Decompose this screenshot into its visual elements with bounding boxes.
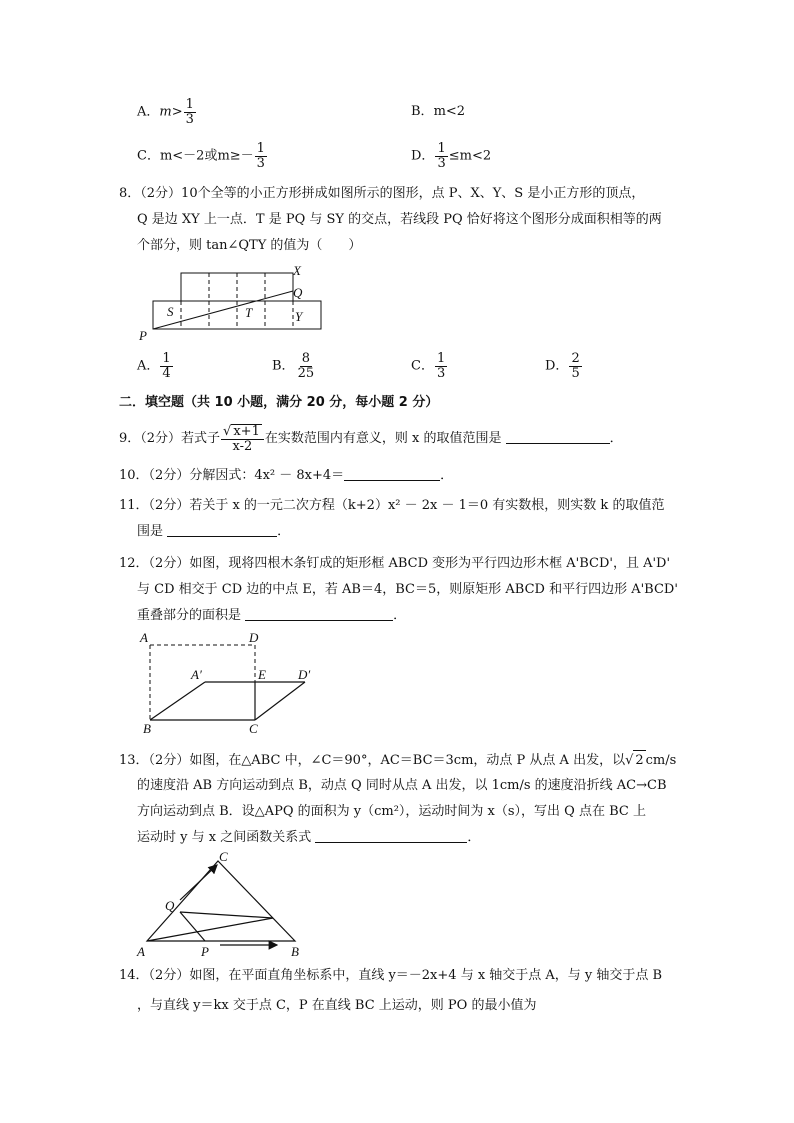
- q12-label-d: D: [249, 630, 259, 645]
- q13-line4: 运动时 y 与 x 之间函数关系式 ．: [137, 830, 481, 845]
- q11-line2: 围是 ．: [137, 524, 291, 539]
- q7-option-b: B．m<2: [411, 104, 466, 119]
- q8-stem-line1: 8．（2分）10个全等的小正方形拼成如图所示的图形，点 P、X、Y、S 是小正方形的顶点，: [119, 186, 645, 201]
- q12-line3: 重叠部分的面积是 ．: [137, 608, 407, 623]
- q8-label-t: T: [245, 305, 253, 320]
- q12-label-a: A: [140, 630, 148, 645]
- q12-figure: [135, 628, 335, 738]
- q8-label-y: Y: [295, 309, 303, 324]
- q13-label-p: P: [201, 944, 209, 959]
- q13-segment-q: [180, 912, 273, 918]
- q14-line1: 14．（2分）如图，在平面直角坐标系中，直线 y＝－2x+4 与 x 轴交于点 A，与 y 轴交于点 B: [119, 968, 663, 983]
- q13-label-b: B: [291, 944, 299, 959]
- q7-option-d: D． $\frac{1}{3}$ ≤m<2: [411, 141, 492, 171]
- q8-option-b: B． $\frac{8}{25}$: [272, 351, 315, 381]
- q14-line2: ，与直线 y＝kx 交于点 C，P 在直线 BC 上运动，则 PO 的最小值为: [137, 998, 537, 1013]
- q9-answer-blank[interactable]: [506, 431, 610, 444]
- q12-label-d1: D′: [298, 667, 311, 682]
- q7-option-a: A．m> $\frac{1}{3}$: [137, 97, 194, 127]
- q12-label-c: C: [249, 721, 258, 736]
- q13-figure: [135, 848, 325, 963]
- q10: 10．（2分）分解因式：4x² － 8x+4＝ ．: [119, 468, 454, 483]
- q12-label-b: B: [143, 721, 151, 736]
- q8-stem-line3: 个部分，则 tan∠QTY 的值为（ ）: [137, 238, 362, 253]
- q13-answer-blank[interactable]: [315, 830, 467, 843]
- q8-figure: [135, 262, 335, 342]
- q13-line2: 的速度沿 AB 方向运动到点 B，动点 Q 同时从点 A 出发，以 1cm/s 的速度沿折线 AC→CB: [137, 778, 667, 793]
- q8-label-x: X: [293, 263, 301, 278]
- q13-label-q: Q: [165, 898, 175, 913]
- q8-label-s: S: [167, 304, 174, 319]
- q13-line1: 13．（2分）如图，在△ABC 中，∠C＝90°，AC＝BC＝3cm，动点 P 从点 A 出发，以√ 2 cm/s: [119, 750, 676, 771]
- q8-segment-pq: [153, 291, 293, 329]
- q12-answer-blank[interactable]: [245, 608, 393, 621]
- q8-label-q: Q: [293, 285, 303, 300]
- q13-line3: 方向运动到点 B．设△APQ 的面积为 y（cm²），运动时间为 x（s），写出 Q 点在 BC 上: [137, 804, 646, 819]
- q12-line1: 12．（2分）如图，现将四根木条钉成的矩形框 ABCD 变形为平行四边形木框 A'BCD'，且 A'D': [119, 556, 671, 571]
- q13-arrow-ac: [180, 865, 217, 900]
- q7-option-c: C．m<－2或m≥－ $\frac{1}{3}$: [137, 141, 265, 171]
- q12-label-e: E: [258, 667, 266, 682]
- q8-label-p: P: [139, 328, 147, 342]
- q8-stem-line2: Q 是边 XY 上一点．T 是 PQ 与 SY 的交点，若线段 PQ 恰好将这个图形分成面积相等的两: [137, 212, 662, 227]
- q8-option-d: D． $\frac{2}{5}$: [545, 351, 580, 381]
- q12-label-a1: A′: [191, 667, 202, 682]
- q12-line2: 与 CD 相交于 CD 边的中点 E，若 AB＝4，BC＝5，则原矩形 ABCD 和平行四边形 A'BCD': [137, 582, 678, 597]
- q9: 9．（2分）若式子 $\frac{√ x+1}{x-2}$ 在实数范围内有意义，则 x 的取值范围是 ．: [119, 424, 623, 454]
- q13-label-c: C: [219, 849, 228, 864]
- q13-label-a: A: [137, 944, 145, 959]
- q10-answer-blank[interactable]: [344, 468, 440, 481]
- q8-option-a: A． $\frac{1}{4}$: [137, 351, 171, 381]
- q11-line1: 11．（2分）若关于 x 的一元二次方程（k+2）x² － 2x － 1＝0 有实数根，则实数 k 的取值范: [119, 498, 665, 513]
- q11-answer-blank[interactable]: [167, 524, 277, 537]
- q8-option-c: C． $\frac{1}{3}$: [411, 351, 446, 381]
- section2-title: 二．填空题（共 10 小题，满分 20 分，每小题 2 分）: [119, 395, 439, 410]
